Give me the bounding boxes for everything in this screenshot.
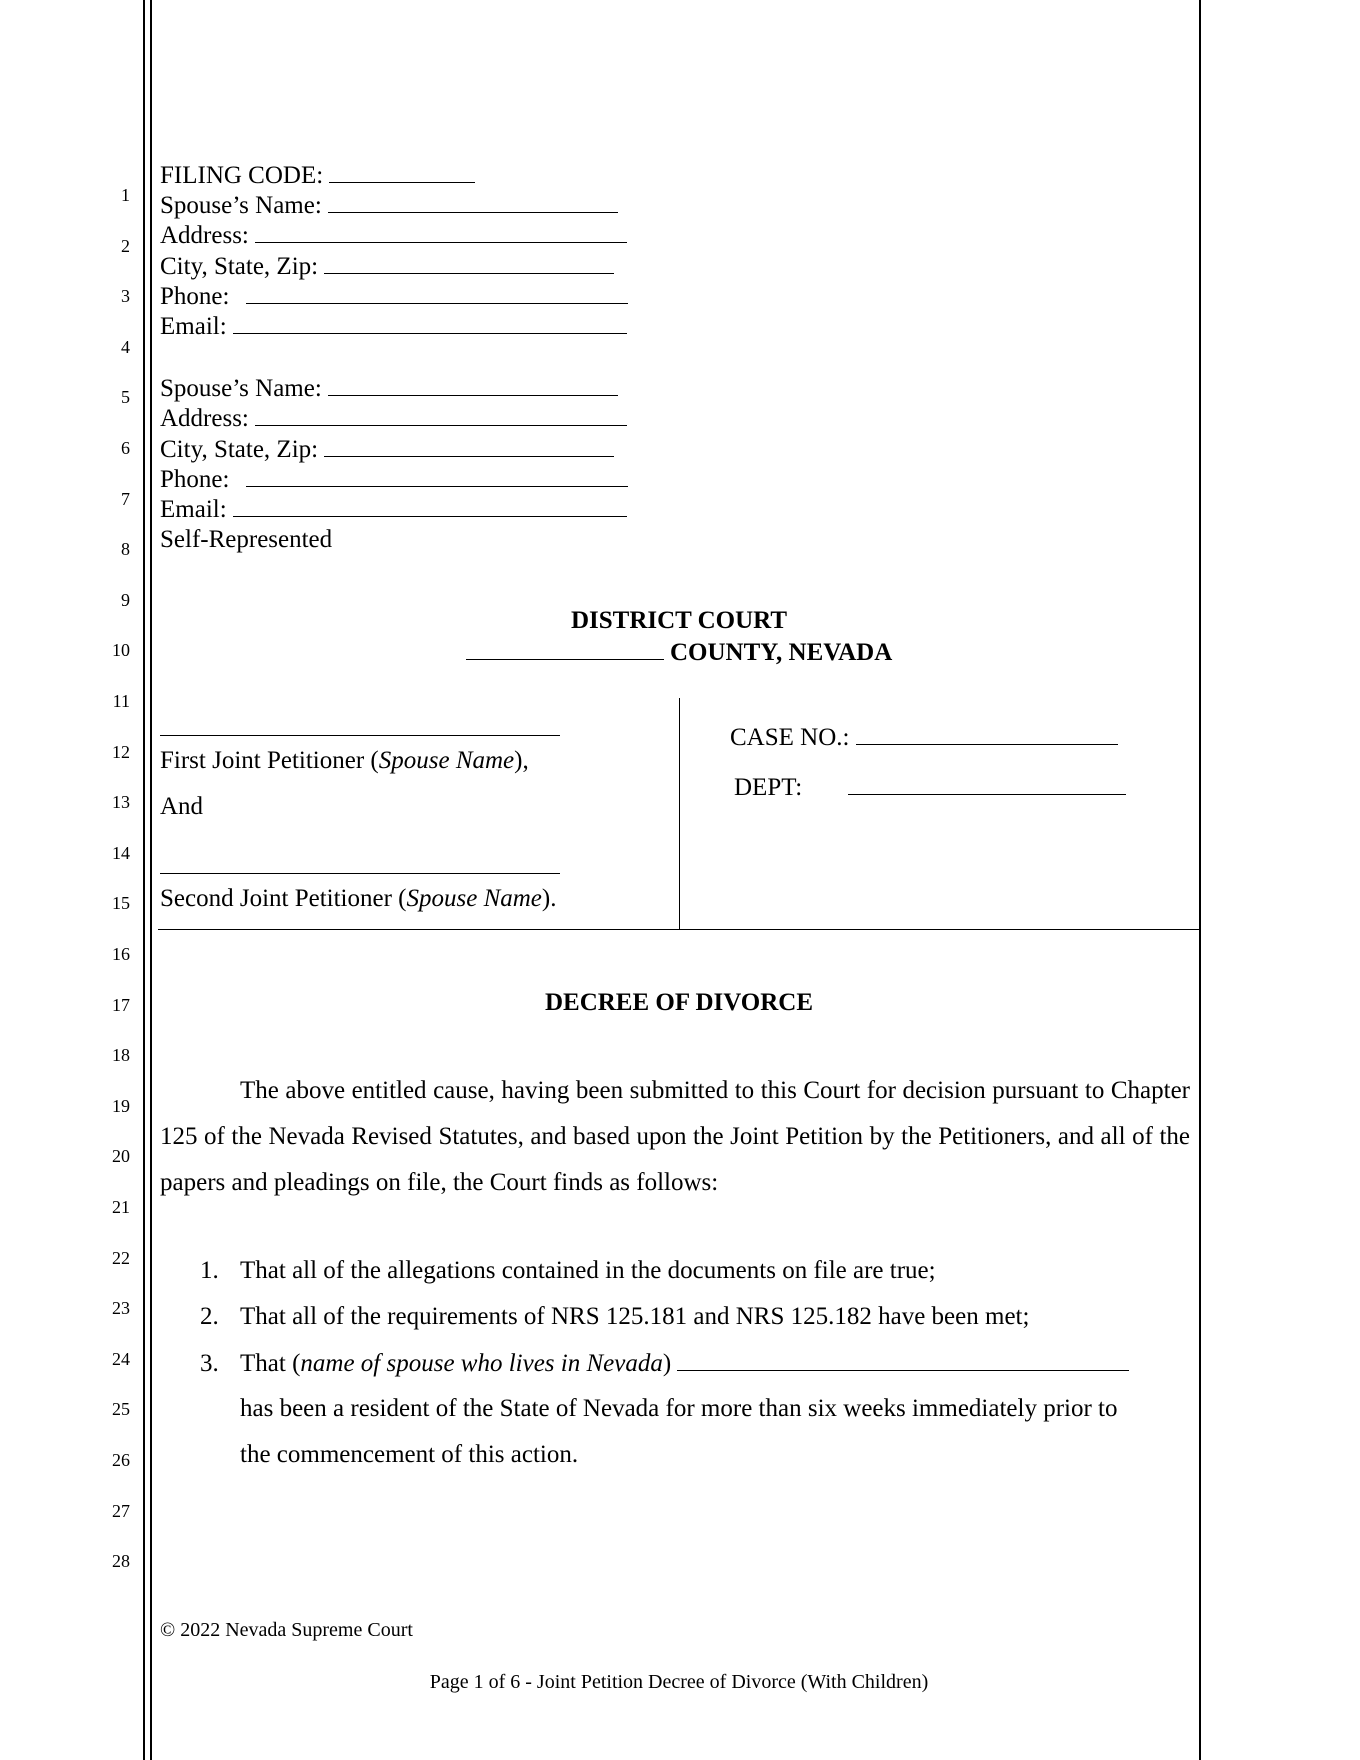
line-number: 17 xyxy=(112,995,130,1015)
footer-page-info: Page 1 of 6 - Joint Petition Decree of Divorce (With Children) xyxy=(429,1671,929,1693)
finding-3-prefix: That ( xyxy=(240,1350,301,1377)
spouse1-email-label: Email: xyxy=(160,313,227,340)
finding-2 xyxy=(200,1302,1029,1332)
spouse2-address-line xyxy=(160,403,627,434)
second-petitioner-label xyxy=(160,884,556,914)
finding-3-number: 3. xyxy=(200,1350,219,1377)
finding-3-line2: has been a resident of the State of Nevada for more than six weeks immediately prior to xyxy=(240,1395,1118,1422)
line-number: 19 xyxy=(112,1096,130,1116)
line-number: 12 xyxy=(112,742,130,762)
line-number: 18 xyxy=(112,1045,130,1065)
spouse2-phone-field[interactable] xyxy=(246,464,628,487)
line-number: 3 xyxy=(121,286,130,306)
line-number: 16 xyxy=(112,944,130,964)
left-margin-rule-outer xyxy=(143,0,145,1760)
caption-and: And xyxy=(160,793,204,820)
spouse2-city-line xyxy=(160,434,614,465)
line-number: 20 xyxy=(112,1146,130,1166)
line-number: 26 xyxy=(112,1450,130,1470)
caption-divider-vertical xyxy=(679,698,680,929)
line-number: 8 xyxy=(121,539,130,559)
spouse2-phone-line xyxy=(160,464,628,495)
finding-1-text: That all of the allegations contained in the documents on file are true; xyxy=(240,1257,936,1284)
line-number: 15 xyxy=(112,893,130,913)
line-number: 25 xyxy=(112,1399,130,1419)
case-no-field[interactable] xyxy=(856,722,1118,745)
filing-code-line xyxy=(160,160,475,191)
right-margin-rule xyxy=(1199,0,1201,1760)
line-number: 4 xyxy=(121,337,130,357)
spouse1-city-line xyxy=(160,251,614,282)
spouse1-name-field[interactable] xyxy=(328,190,618,213)
second-petitioner-name-field[interactable] xyxy=(160,851,560,874)
finding-1 xyxy=(200,1256,936,1286)
intro-paragraph-text: The above entitled cause, having been submitted to this Court for decision pursuant to Chapter 125 of the Nevada Revised Statutes, and based upon the Joint Petition by the Petitioners, and all of the papers and pleadings on file, the Court finds as follows: xyxy=(160,1077,1190,1196)
county-suffix: COUNTY, NEVADA xyxy=(669,639,893,666)
line-number: 28 xyxy=(112,1551,130,1571)
dept-field[interactable] xyxy=(848,772,1126,795)
spouse1-name-label: Spouse’s Name: xyxy=(160,192,322,219)
spouse1-city-label: City, State, Zip: xyxy=(160,253,319,280)
second-petitioner-italic: Spouse Name xyxy=(406,885,542,912)
finding-3-suffix: ) xyxy=(662,1350,672,1377)
case-no-label: CASE NO.: xyxy=(730,724,850,751)
spouse1-phone-field[interactable] xyxy=(246,281,628,304)
county-name-field[interactable] xyxy=(466,637,664,660)
court-title: DISTRICT COURT xyxy=(570,607,788,634)
finding-2-number: 2. xyxy=(200,1303,219,1330)
line-number: 22 xyxy=(112,1248,130,1268)
finding-3 xyxy=(200,1348,1129,1379)
dept-line xyxy=(734,772,1126,803)
document-title: DECREE OF DIVORCE xyxy=(544,989,814,1016)
spouse1-address-field[interactable] xyxy=(255,220,627,243)
second-petitioner-prefix: Second Joint Petitioner ( xyxy=(160,885,407,912)
spouse2-address-field[interactable] xyxy=(255,403,627,426)
line-numbers xyxy=(100,0,130,1760)
spouse2-name-field[interactable] xyxy=(328,373,618,396)
spouse2-email-label: Email: xyxy=(160,496,227,523)
case-no-line xyxy=(730,722,1118,753)
line-number: 7 xyxy=(121,489,130,509)
spouse1-name-line xyxy=(160,190,618,221)
spouse2-email-field[interactable] xyxy=(233,494,627,517)
line-number: 9 xyxy=(121,590,130,610)
left-margin-rule-inner xyxy=(150,0,152,1760)
line-number: 24 xyxy=(112,1349,130,1369)
spouse2-email-line xyxy=(160,494,627,525)
line-number: 1 xyxy=(121,185,130,205)
spouse1-address-label: Address: xyxy=(160,222,249,249)
line-number: 5 xyxy=(121,387,130,407)
dept-label: DEPT: xyxy=(734,774,803,801)
finding-1-number: 1. xyxy=(200,1257,219,1284)
second-petitioner-suffix: ). xyxy=(541,885,557,912)
filing-code-field[interactable] xyxy=(329,160,475,183)
nevada-resident-name-field[interactable] xyxy=(677,1348,1129,1371)
line-number: 2 xyxy=(121,236,130,256)
line-number: 13 xyxy=(112,792,130,812)
spouse2-name-label: Spouse’s Name: xyxy=(160,375,322,402)
spouse1-email-line xyxy=(160,311,627,342)
caption-divider-horizontal xyxy=(158,929,1200,930)
spouse2-city-label: City, State, Zip: xyxy=(160,436,319,463)
spouse2-phone-label: Phone: xyxy=(160,466,230,493)
spouse2-city-field[interactable] xyxy=(324,434,614,457)
finding-3-italic: name of spouse who lives in Nevada xyxy=(300,1350,663,1377)
line-number: 10 xyxy=(112,640,130,660)
intro-paragraph xyxy=(160,1068,1190,1206)
filing-code-label: FILING CODE: xyxy=(160,162,324,189)
spouse1-address-line xyxy=(160,220,627,251)
line-number: 11 xyxy=(112,691,130,711)
spouse1-phone-label: Phone: xyxy=(160,283,230,310)
spouse1-phone-line xyxy=(160,281,628,312)
first-petitioner-label xyxy=(160,746,529,776)
first-petitioner-italic: Spouse Name xyxy=(378,747,515,774)
self-represented: Self-Represented xyxy=(160,526,333,553)
line-number: 27 xyxy=(112,1501,130,1521)
line-number: 14 xyxy=(112,843,130,863)
finding-3-line3: the commencement of this action. xyxy=(240,1441,579,1468)
line-number: 23 xyxy=(112,1298,130,1318)
finding-2-text: That all of the requirements of NRS 125.181 and NRS 125.182 have been met; xyxy=(240,1303,1030,1330)
county-line xyxy=(158,637,1200,668)
spouse2-address-label: Address: xyxy=(160,405,249,432)
footer-copyright: © 2022 Nevada Supreme Court xyxy=(160,1619,413,1641)
first-petitioner-name-field[interactable] xyxy=(160,713,560,736)
spouse1-email-field[interactable] xyxy=(233,311,627,334)
line-number: 6 xyxy=(121,438,130,458)
first-petitioner-prefix: First Joint Petitioner ( xyxy=(160,747,379,774)
line-number: 21 xyxy=(112,1197,130,1217)
spouse2-name-line xyxy=(160,373,618,404)
spouse1-city-field[interactable] xyxy=(324,251,614,274)
first-petitioner-suffix: ), xyxy=(514,747,529,774)
